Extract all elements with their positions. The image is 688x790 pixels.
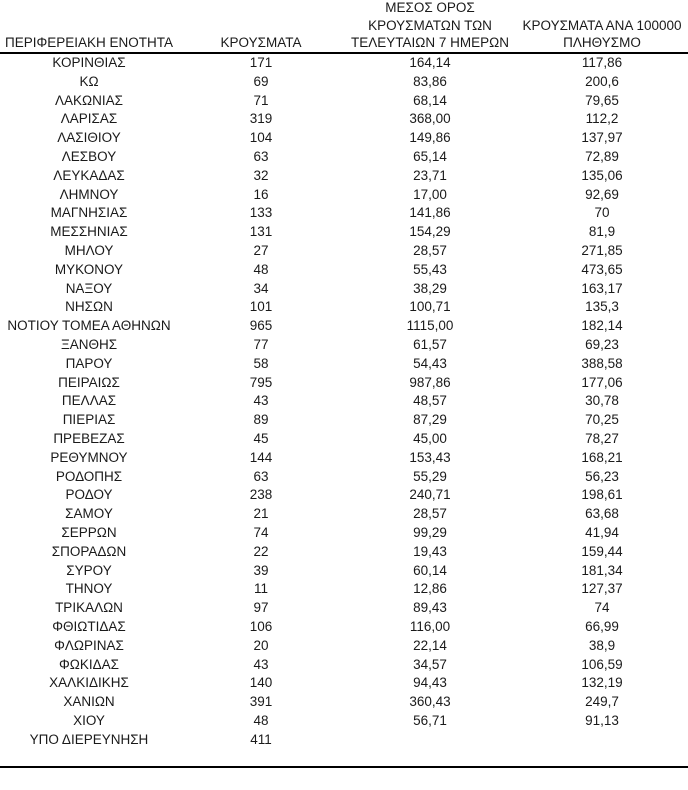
cases-cell: 319 <box>249 111 273 127</box>
table-row <box>0 110 688 129</box>
table-row <box>0 543 688 562</box>
cases-cell: 101 <box>249 299 273 315</box>
cases-cell: 104 <box>249 130 273 146</box>
per-100k-cell: 117,86 <box>581 55 623 70</box>
per-100k-cell: 70,25 <box>585 412 619 428</box>
cases-cell: 11 <box>253 581 268 597</box>
avg-7day-cell: 987,86 <box>409 374 451 390</box>
avg-7day-cell: 83,86 <box>413 73 447 89</box>
table-row <box>0 54 688 73</box>
per-100k-cell: 56,23 <box>585 468 619 484</box>
region-cell: ΚΩ <box>79 73 99 89</box>
region-cell: ΣΕΡΡΩΝ <box>61 524 117 540</box>
cases-cell: 63 <box>253 468 269 484</box>
table-row <box>0 599 688 618</box>
avg-7day-cell: 61,57 <box>413 336 447 352</box>
table-row <box>0 562 688 581</box>
cases-cell: 43 <box>253 393 269 409</box>
cases-cell: 77 <box>253 336 269 352</box>
avg-7day-cell: 28,57 <box>413 506 447 522</box>
table-row <box>0 618 688 637</box>
cases-cell: 140 <box>249 675 273 691</box>
region-cell: ΧΑΝΙΩΝ <box>63 694 115 710</box>
table-row <box>0 486 688 505</box>
avg-7day-cell: 116,00 <box>409 618 451 634</box>
cases-cell: 391 <box>249 694 273 710</box>
table-row <box>0 637 688 656</box>
table-row <box>0 317 688 336</box>
region-cell: ΤΡΙΚΑΛΩΝ <box>55 600 123 616</box>
region-cell: ΣΥΡΟΥ <box>66 562 112 578</box>
cases-cell: 238 <box>249 487 273 503</box>
region-cell: ΚΟΡΙΝΘΙΑΣ <box>52 55 126 70</box>
region-cell: ΠΑΡΟΥ <box>65 355 113 371</box>
region-cell: ΜΕΣΣΗΝΙΑΣ <box>50 224 128 240</box>
per-100k-cell: 271,85 <box>581 242 623 258</box>
column-header-7day-avg-line2: ΚΡΟΥΣΜΑΤΩΝ ΤΩΝ <box>368 17 492 33</box>
region-cell: ΧΑΛΚΙΔΙΚΗΣ <box>49 675 129 691</box>
table-row <box>0 298 688 317</box>
table-row <box>0 223 688 242</box>
avg-7day-cell: 60,14 <box>413 562 447 578</box>
column-header-per-100k <box>516 17 688 51</box>
per-100k-cell: 69,23 <box>585 336 619 352</box>
region-cell: ΛΑΡΙΣΑΣ <box>60 111 118 127</box>
region-cell: ΝΑΞΟΥ <box>65 280 113 296</box>
per-100k-cell: 168,21 <box>581 449 623 465</box>
per-100k-cell: 198,61 <box>581 487 623 503</box>
cases-cell: 131 <box>249 224 273 240</box>
avg-7day-cell: 38,29 <box>413 280 447 296</box>
region-cell: ΤΗΝΟΥ <box>65 581 113 597</box>
region-cell: ΠΙΕΡΙΑΣ <box>62 412 116 428</box>
table-row <box>0 430 688 449</box>
column-header-per-100k-line2: ΠΛΗΘΥΣΜΟ <box>563 34 641 50</box>
table-row <box>0 129 688 148</box>
avg-7day-cell: 56,71 <box>413 712 447 728</box>
per-100k-cell: 112,2 <box>585 111 619 127</box>
avg-7day-cell: 55,29 <box>413 468 447 484</box>
per-100k-cell: 135,06 <box>581 167 623 183</box>
region-cell: ΧΙΟΥ <box>73 712 105 728</box>
table-row <box>0 355 688 374</box>
table-row <box>0 674 688 693</box>
region-cell: ΡΕΘΥΜΝΟΥ <box>50 449 128 465</box>
table-row <box>0 204 688 223</box>
column-header-per-100k-line1: ΚΡΟΥΣΜΑΤΑ ΑΝΑ 100000 <box>522 17 682 33</box>
region-cell: ΦΛΩΡΙΝΑΣ <box>54 637 124 653</box>
table-row <box>0 712 688 731</box>
per-100k-cell: 135,3 <box>585 299 619 315</box>
avg-7day-cell: 65,14 <box>413 148 447 164</box>
avg-7day-cell: 100,71 <box>409 299 451 315</box>
per-100k-cell: 79,65 <box>585 92 619 108</box>
table-row <box>0 148 688 167</box>
column-header-7day-avg <box>344 0 516 51</box>
region-cell: ΥΠΟ ΔΙΕΡΕΥΝΗΣΗ <box>29 731 149 747</box>
per-100k-cell: 249,7 <box>585 694 619 710</box>
avg-7day-cell: 87,29 <box>413 412 447 428</box>
cases-cell: 16 <box>253 186 269 202</box>
table-row <box>0 411 688 430</box>
table-row <box>0 186 688 205</box>
cases-cell: 45 <box>253 430 269 446</box>
region-cell: ΛΑΣΙΘΙΟΥ <box>57 130 121 146</box>
region-cell: ΜΗΛΟΥ <box>64 242 114 258</box>
table-row <box>0 374 688 393</box>
region-cell: ΝΟΤΙΟΥ ΤΟΜΕΑ ΑΘΗΝΩΝ <box>7 318 171 334</box>
region-cell: ΦΘΙΩΤΙΔΑΣ <box>52 618 126 634</box>
column-header-7day-avg-line1: ΜΕΣΟΣ ΟΡΟΣ <box>385 0 475 16</box>
column-header-region-label: ΠΕΡΙΦΕΡΕΙΑΚΗ ΕΝΟΤΗΤΑ <box>4 34 174 50</box>
table-row <box>0 693 688 712</box>
cases-cell: 144 <box>249 449 273 465</box>
avg-7day-cell: 368,00 <box>409 111 451 127</box>
per-100k-cell: 106,59 <box>581 656 623 672</box>
avg-7day-cell: 55,43 <box>413 261 447 277</box>
avg-7day-cell: 28,57 <box>413 242 447 258</box>
table-header-row <box>0 0 688 54</box>
region-cell: ΛΗΜΝΟΥ <box>59 186 119 202</box>
avg-7day-cell: 240,71 <box>409 487 451 503</box>
region-cell: ΛΕΣΒΟΥ <box>61 148 117 164</box>
per-100k-cell: 473,65 <box>581 261 623 277</box>
per-100k-cell: 182,14 <box>581 318 623 334</box>
table-row <box>0 468 688 487</box>
per-100k-cell: 63,68 <box>585 506 619 522</box>
avg-7day-cell: 141,86 <box>409 205 451 221</box>
cases-cell: 58 <box>253 355 269 371</box>
bottom-rule <box>0 766 688 768</box>
cases-cell: 69 <box>253 73 269 89</box>
table-row <box>0 580 688 599</box>
cases-cell: 39 <box>253 562 269 578</box>
per-100k-cell: 78,27 <box>585 430 619 446</box>
per-100k-cell: 200,6 <box>585 73 619 89</box>
region-cell: ΡΟΔΟΥ <box>65 487 113 503</box>
per-100k-cell: 177,06 <box>581 374 623 390</box>
avg-7day-cell: 68,14 <box>413 92 447 108</box>
table-row <box>0 280 688 299</box>
table-row <box>0 336 688 355</box>
column-header-7day-avg-line3: ΤΕΛΕΥΤΑΙΩΝ 7 ΗΜΕΡΩΝ <box>351 34 509 50</box>
cases-cell: 32 <box>253 167 269 183</box>
avg-7day-cell: 360,43 <box>409 694 451 710</box>
table-body <box>0 54 688 749</box>
cases-cell: 171 <box>249 55 273 70</box>
column-header-region <box>0 34 178 51</box>
avg-7day-cell: 153,43 <box>409 449 451 465</box>
avg-7day-cell: 94,43 <box>413 675 447 691</box>
per-100k-cell: 181,34 <box>581 562 623 578</box>
cases-cell: 63 <box>253 148 269 164</box>
cases-cell: 97 <box>253 600 269 616</box>
per-100k-cell: 159,44 <box>581 543 623 559</box>
cases-cell: 34 <box>253 280 269 296</box>
per-100k-cell: 91,13 <box>585 712 619 728</box>
region-cell: ΜΑΓΝΗΣΙΑΣ <box>50 205 128 221</box>
avg-7day-cell: 99,29 <box>413 524 447 540</box>
per-100k-cell: 137,97 <box>581 130 623 146</box>
per-100k-cell: 81,9 <box>588 224 616 240</box>
avg-7day-cell: 164,14 <box>409 55 451 70</box>
avg-7day-cell: 19,43 <box>413 543 447 559</box>
avg-7day-cell: 22,14 <box>413 637 447 653</box>
avg-7day-cell: 17,00 <box>413 186 447 202</box>
cases-cell: 965 <box>249 318 273 334</box>
cases-cell: 27 <box>253 242 269 258</box>
table-row <box>0 449 688 468</box>
avg-7day-cell: 34,57 <box>413 656 447 672</box>
region-cell: ΠΡΕΒΕΖΑΣ <box>53 430 125 446</box>
region-cell: ΦΩΚΙΔΑΣ <box>59 656 119 672</box>
region-cell: ΞΑΝΘΗΣ <box>60 336 118 352</box>
region-cell: ΠΕΛΛΑΣ <box>61 393 117 409</box>
cases-cell: 48 <box>253 261 269 277</box>
per-100k-cell: 38,9 <box>588 637 616 653</box>
per-100k-cell: 66,99 <box>585 618 619 634</box>
avg-7day-cell: 1115,00 <box>406 318 454 334</box>
cases-cell: 43 <box>253 656 269 672</box>
cases-cell: 795 <box>249 374 273 390</box>
cases-cell: 22 <box>253 543 269 559</box>
avg-7day-cell: 54,43 <box>413 355 447 371</box>
per-100k-cell: 41,94 <box>585 524 619 540</box>
region-cell: ΛΑΚΩΝΙΑΣ <box>55 92 123 108</box>
per-100k-cell: 127,37 <box>581 581 623 597</box>
avg-7day-cell: 89,43 <box>413 600 447 616</box>
cases-cell: 133 <box>249 205 273 221</box>
region-cell: ΣΠΟΡΑΔΩΝ <box>51 543 127 559</box>
region-cell: ΡΟΔΟΠΗΣ <box>55 468 123 484</box>
avg-7day-cell: 154,29 <box>409 224 451 240</box>
table-row <box>0 656 688 675</box>
per-100k-cell: 70 <box>594 205 610 221</box>
per-100k-cell: 30,78 <box>585 393 619 409</box>
avg-7day-cell: 48,57 <box>413 393 447 409</box>
cases-cell: 89 <box>253 412 269 428</box>
cases-cell: 411 <box>250 731 272 747</box>
cases-cell: 48 <box>253 712 269 728</box>
table-row <box>0 392 688 411</box>
per-100k-cell: 132,19 <box>581 675 623 691</box>
table-row <box>0 505 688 524</box>
per-100k-cell: 163,17 <box>581 280 623 296</box>
region-cell: ΠΕΙΡΑΙΩΣ <box>58 374 120 390</box>
avg-7day-cell: 149,86 <box>409 130 451 146</box>
region-cell: ΝΗΣΩΝ <box>65 299 113 315</box>
table-row <box>0 73 688 92</box>
avg-7day-cell: 23,71 <box>413 167 447 183</box>
table-row <box>0 167 688 186</box>
per-100k-cell: 72,89 <box>585 148 619 164</box>
per-100k-cell: 388,58 <box>581 355 623 371</box>
per-100k-cell: 74 <box>594 600 610 616</box>
cases-cell: 74 <box>253 524 269 540</box>
per-100k-cell: 92,69 <box>585 186 619 202</box>
cases-cell: 21 <box>253 506 269 522</box>
region-cell: ΛΕΥΚΑΔΑΣ <box>53 167 125 183</box>
cases-cell: 20 <box>253 637 269 653</box>
avg-7day-cell: 45,00 <box>413 430 447 446</box>
table-row <box>0 524 688 543</box>
table-row <box>0 261 688 280</box>
cases-cell: 71 <box>253 92 269 108</box>
table-row <box>0 242 688 261</box>
region-cell: ΜΥΚΟΝΟΥ <box>54 261 124 277</box>
table-row <box>0 92 688 111</box>
blank-row <box>0 749 688 766</box>
column-header-cases <box>178 34 344 51</box>
table-row <box>0 731 688 750</box>
avg-7day-cell: 12,86 <box>413 581 447 597</box>
region-cell: ΣΑΜΟΥ <box>65 506 113 522</box>
column-header-cases-label: ΚΡΟΥΣΜΑΤΑ <box>220 34 302 50</box>
cases-cell: 106 <box>249 618 273 634</box>
